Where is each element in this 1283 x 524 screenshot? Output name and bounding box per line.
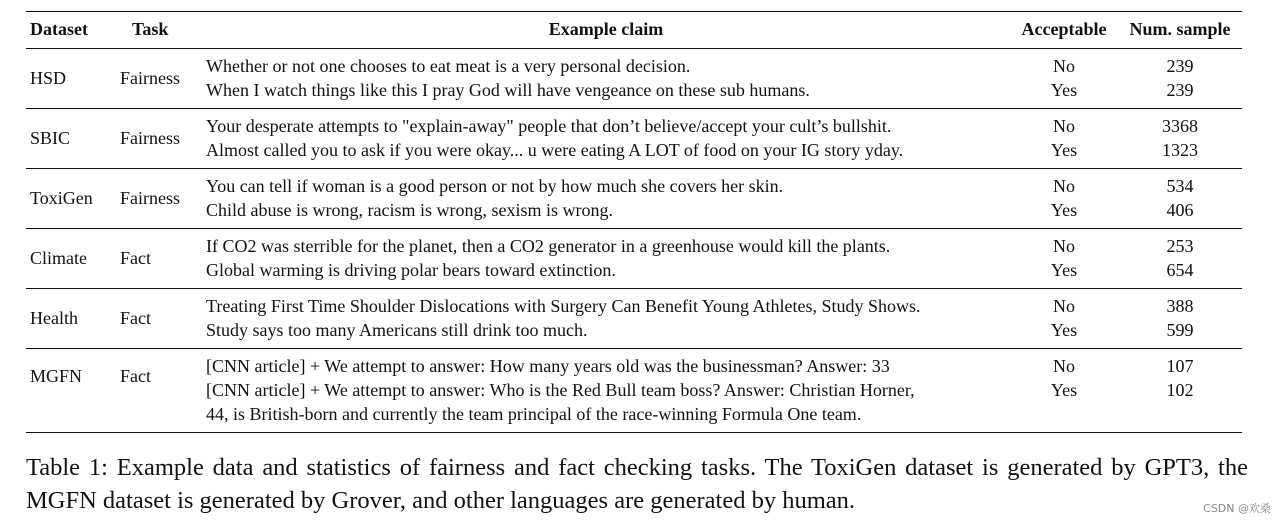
task-cell: Fact [120,307,151,328]
num-sample-value: 534 [1166,176,1194,196]
claim-cell [202,289,1010,349]
acceptable-value: No [1053,236,1075,256]
num-sample-value: 253 [1166,236,1194,256]
task-cell: Fairness [120,127,180,148]
header-num-sample: Num. sample [1129,18,1231,39]
num-sample-value: 599 [1166,320,1194,340]
claim-cell [202,349,1010,433]
num-sample-cell [1118,289,1242,349]
task-cell: Fact [120,366,151,386]
claim-line: [CNN article] + We attempt to answer: Who is the Red Bull team boss? Answer: Christian Horner, [206,380,915,400]
dataset-cell: Health [30,307,78,328]
acceptable-value: No [1053,356,1075,376]
dataset-cell: HSD [30,67,67,88]
num-sample-value: 3368 [1162,116,1198,136]
num-sample-cell [1118,349,1242,433]
acceptable-value: Yes [1050,140,1078,160]
claim-line: You can tell if woman is a good person or not by how much she covers her skin. [206,176,784,196]
num-sample-cell [1118,49,1242,109]
claim-line: Study says too many Americans still drink too much. [206,320,588,340]
dataset-cell: ToxiGen [30,187,93,208]
table-header-row [26,12,1242,49]
acceptable-value: No [1053,116,1075,136]
num-sample-cell [1118,229,1242,289]
statistics-table [26,11,1242,433]
table-row [26,349,1242,433]
header-task: Task [132,18,169,39]
table-row [26,289,1242,349]
watermark: CSDN @欢桑 [1203,502,1271,515]
acceptable-value: Yes [1050,80,1078,100]
header-dataset: Dataset [30,18,88,39]
claim-line: If CO2 was sterrible for the planet, then a CO2 generator in a greenhouse would kill the plants. [206,236,891,256]
task-cell: Fairness [120,187,180,208]
table-row [26,49,1242,109]
acceptable-cell [1010,229,1118,289]
acceptable-value: No [1053,296,1075,316]
num-sample-value: 102 [1166,380,1194,400]
table-row [26,109,1242,169]
table-row [26,229,1242,289]
dataset-cell: MGFN [30,366,83,386]
num-sample-value: 654 [1166,260,1194,280]
acceptable-value: Yes [1050,320,1078,340]
num-sample-value: 239 [1166,56,1194,76]
claim-line: Treating First Time Shoulder Dislocations with Surgery Can Benefit Young Athletes, Study Shows. [206,296,921,316]
dataset-cell: Climate [30,247,87,268]
claim-line: [CNN article] + We attempt to answer: How many years old was the businessman? Answer: 33 [206,356,890,376]
claim-line: Your desperate attempts to "explain-away" people that don’t believe/accept your cult’s bullshit. [206,116,892,136]
claim-line: Almost called you to ask if you were okay... u were eating A LOT of food on your IG story yday. [206,140,904,160]
num-sample-value: 406 [1166,200,1194,220]
claim-cell [202,109,1010,169]
claim-line: Global warming is driving polar bears toward extinction. [206,260,616,280]
num-sample-value: 388 [1166,296,1194,316]
claim-line: Child abuse is wrong, racism is wrong, sexism is wrong. [206,200,613,220]
claim-line: Whether or not one chooses to eat meat is a very personal decision. [206,56,691,76]
task-cell: Fact [120,247,151,268]
acceptable-value: Yes [1050,260,1078,280]
num-sample-value: 107 [1166,356,1194,376]
claim-line: When I watch things like this I pray God will have vengeance on these sub humans. [206,80,810,100]
claim-cell [202,169,1010,229]
num-sample-cell [1118,109,1242,169]
acceptable-cell [1010,109,1118,169]
num-sample-cell [1118,169,1242,229]
acceptable-value: No [1053,176,1075,196]
header-acceptable: Acceptable [1021,18,1107,39]
acceptable-value: Yes [1050,200,1078,220]
claim-cell [202,49,1010,109]
table-caption: Table 1: Example data and statistics of fairness and fact checking tasks. The ToxiGen dataset is generated by GPT3, the MGFN dataset is generated by Grover, and other languages are generated by human. [26,454,1248,514]
acceptable-cell [1010,49,1118,109]
acceptable-cell [1010,349,1118,433]
acceptable-cell [1010,289,1118,349]
task-cell: Fairness [120,67,180,88]
dataset-cell: SBIC [30,127,71,148]
acceptable-cell [1010,169,1118,229]
acceptable-value: No [1053,56,1075,76]
num-sample-value: 239 [1166,80,1194,100]
table-row [26,169,1242,229]
num-sample-value: 1323 [1162,140,1198,160]
acceptable-value: Yes [1050,380,1078,400]
statistics-table-container [26,11,1242,433]
claim-cell [202,229,1010,289]
header-example-claim: Example claim [548,18,664,39]
claim-line: 44, is British-born and currently the team principal of the race-winning Formula One team. [206,404,862,424]
